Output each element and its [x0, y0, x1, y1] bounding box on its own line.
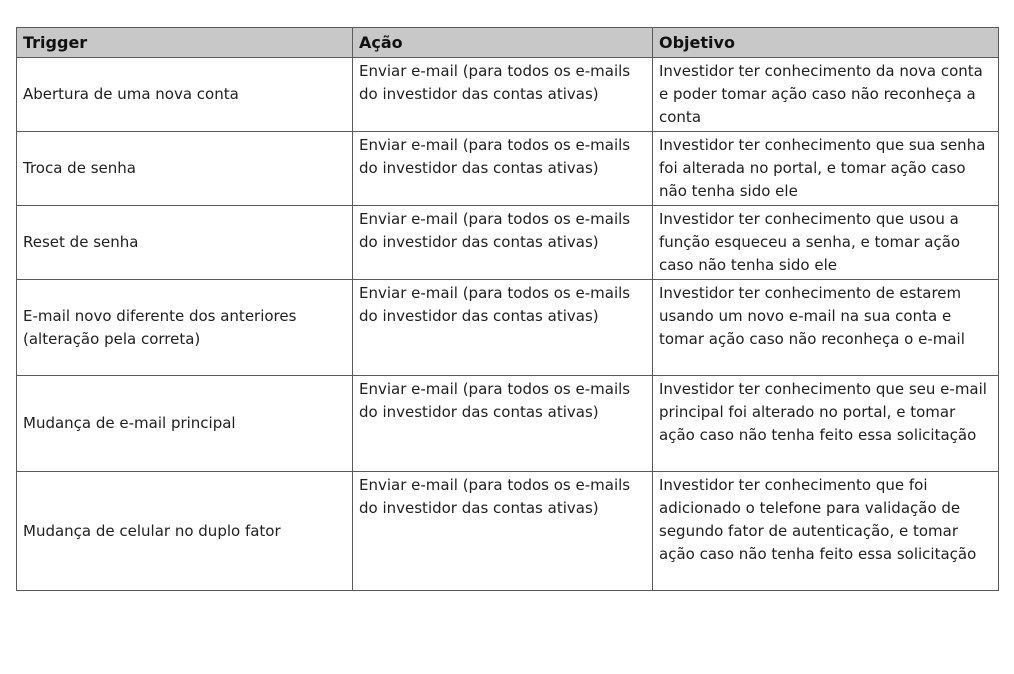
objetivo-cell: Investidor ter conhecimento que foi adicionado o telefone para validação de segundo fator de autenticação, e tomar ação caso não tenha feito essa solicitação	[653, 472, 999, 591]
objetivo-cell: Investidor ter conhecimento que sua senha foi alterada no portal, e tomar ação caso não tenha sido ele	[653, 132, 999, 206]
objetivo-cell: Investidor ter conhecimento da nova conta e poder tomar ação caso não reconheça a conta	[653, 58, 999, 132]
trigger-cell: Abertura de uma nova conta	[17, 58, 353, 132]
table-row	[17, 206, 999, 280]
acao-cell: Enviar e-mail (para todos os e-mails do investidor das contas ativas)	[353, 132, 653, 206]
objetivo-cell: Investidor ter conhecimento de estarem usando um novo e-mail na sua conta e tomar ação caso não reconheça o e-mail	[653, 280, 999, 376]
table-row	[17, 376, 999, 472]
trigger-cell: E-mail novo diferente dos anteriores (alteração pela correta)	[17, 280, 353, 376]
table-row	[17, 472, 999, 591]
trigger-cell: Troca de senha	[17, 132, 353, 206]
acao-cell: Enviar e-mail (para todos os e-mails do investidor das contas ativas)	[353, 376, 653, 472]
header-row	[17, 28, 999, 58]
header-objetivo: Objetivo	[653, 28, 999, 58]
trigger-cell: Mudança de celular no duplo fator	[17, 472, 353, 591]
acao-cell: Enviar e-mail (para todos os e-mails do investidor das contas ativas)	[353, 280, 653, 376]
objetivo-cell: Investidor ter conhecimento que usou a função esqueceu a senha, e tomar ação caso não tenha sido ele	[653, 206, 999, 280]
table-row	[17, 280, 999, 376]
header-trigger: Trigger	[17, 28, 353, 58]
table-row	[17, 58, 999, 132]
acao-cell: Enviar e-mail (para todos os e-mails do investidor das contas ativas)	[353, 206, 653, 280]
acao-cell: Enviar e-mail (para todos os e-mails do investidor das contas ativas)	[353, 472, 653, 591]
trigger-table	[16, 27, 999, 591]
trigger-cell: Mudança de e-mail principal	[17, 376, 353, 472]
table-row	[17, 132, 999, 206]
acao-cell: Enviar e-mail (para todos os e-mails do investidor das contas ativas)	[353, 58, 653, 132]
trigger-cell: Reset de senha	[17, 206, 353, 280]
header-acao: Ação	[353, 28, 653, 58]
objetivo-cell: Investidor ter conhecimento que seu e-mail principal foi alterado no portal, e tomar ação caso não tenha feito essa solicitação	[653, 376, 999, 472]
